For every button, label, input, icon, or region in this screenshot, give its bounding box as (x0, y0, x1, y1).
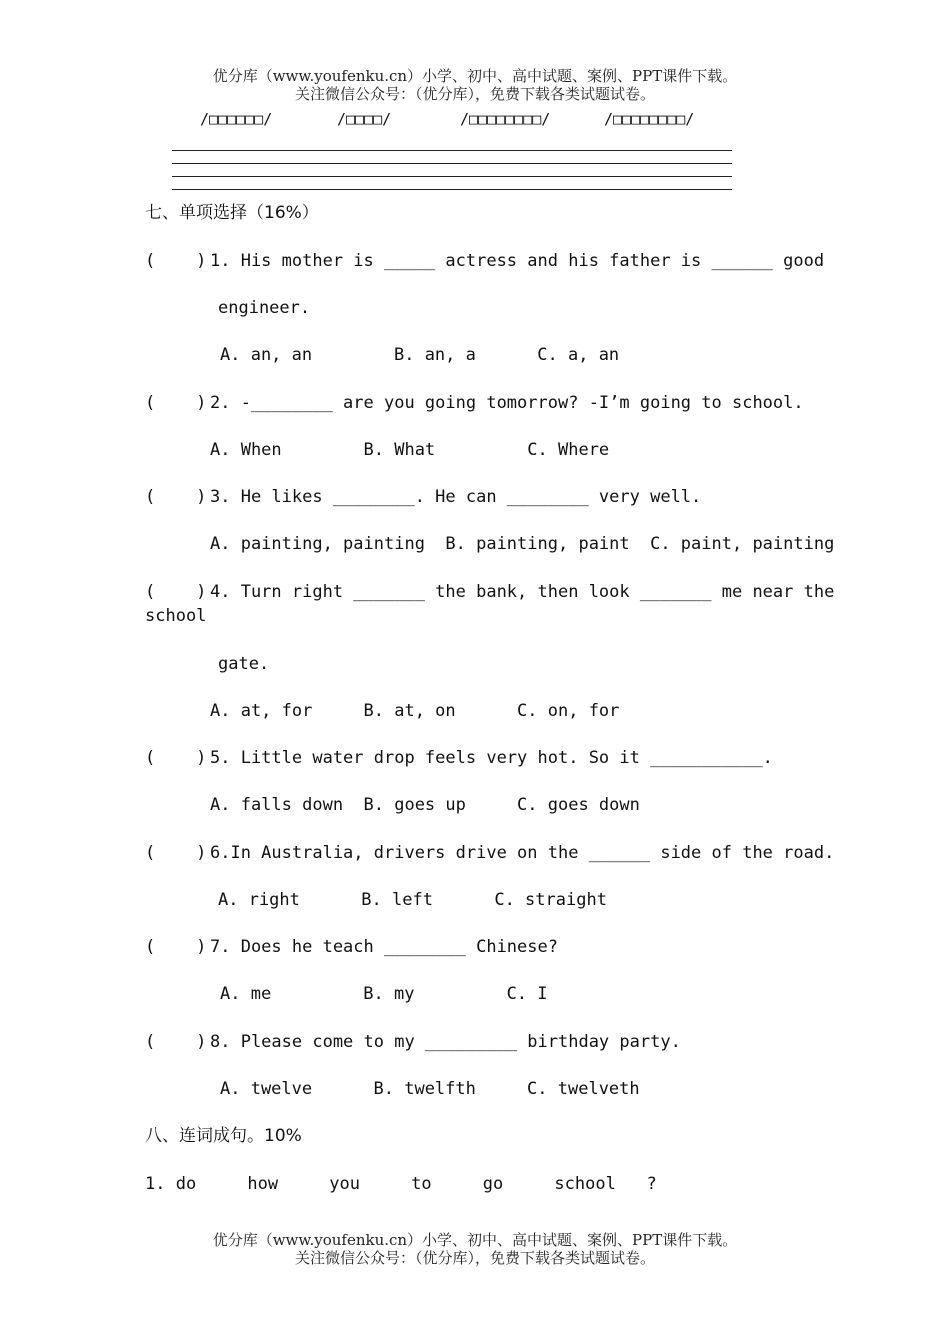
q1-answer-paren[interactable]: ( ) (145, 251, 207, 271)
q4-text: 4. Turn right _______ the bank, then look _______ me near the (210, 582, 835, 602)
q2-text: 2. -________ are you going tomorrow? -I’m going to school. (210, 393, 804, 413)
q7-text: 7. Does he teach ________ Chinese? (210, 937, 558, 957)
q3-options: A. painting, painting B. painting, paint C. paint, painting (210, 534, 835, 554)
q1-options: A. an, an B. an, a C. a, an (220, 345, 620, 365)
q7-options: A. me B. my C. I (220, 984, 548, 1004)
q5-options: A. falls down B. goes up C. goes down (210, 795, 640, 815)
q3-text: 3. He likes ________. He can ________ very well. (210, 487, 702, 507)
phonetic-3: /□□□□□□□□/ (460, 110, 551, 128)
q4-answer-paren[interactable]: ( ) (145, 582, 207, 602)
q4-text-cont: gate. (218, 654, 270, 674)
writing-line (172, 163, 732, 164)
section-8-title: 八、连词成句。10% (145, 1126, 302, 1146)
phonetic-2: /□□□□/ (337, 110, 392, 128)
q8-text: 8. Please come to my _________ birthday party. (210, 1032, 681, 1052)
footer-line-2: 关注微信公众号：（优分库），免费下载各类试题试卷。 (294, 1249, 655, 1267)
q7-answer-paren[interactable]: ( ) (145, 937, 207, 957)
q4-options: A. at, for B. at, on C. on, for (210, 701, 620, 721)
footer-line-1: 优分库（www.youfenku.cn）小学、初中、高中试题、案例、PPT课件下载。 (212, 1231, 738, 1249)
q5-text: 5. Little water drop feels very hot. So it ___________. (210, 748, 773, 768)
phonetic-1: /□□□□□□/ (200, 110, 273, 128)
section-7-title: 七、单项选择（16%） (145, 203, 319, 223)
q6-text: 6.In Australia, drivers drive on the ______ side of the road. (210, 843, 835, 863)
q4-text-wrap: school (145, 606, 207, 626)
q6-answer-paren[interactable]: ( ) (145, 843, 207, 863)
writing-line (172, 189, 732, 190)
q8-options: A. twelve B. twelfth C. twelveth (220, 1079, 640, 1099)
q2-answer-paren[interactable]: ( ) (145, 393, 207, 413)
q2-options: A. When B. What C. Where (210, 440, 610, 460)
q1-text: 1. His mother is _____ actress and his father is ______ good (210, 251, 825, 271)
q1-text-cont: engineer. (218, 298, 311, 318)
header-line-1: 优分库（www.youfenku.cn）小学、初中、高中试题、案例、PPT课件下载。 (212, 67, 738, 85)
writing-line (172, 150, 732, 151)
header-line-2: 关注微信公众号：（优分库），免费下载各类试题试卷。 (294, 85, 655, 103)
q5-answer-paren[interactable]: ( ) (145, 748, 207, 768)
q6-options: A. right B. left C. straight (218, 890, 607, 910)
q3-answer-paren[interactable]: ( ) (145, 487, 207, 507)
q8-answer-paren[interactable]: ( ) (145, 1032, 207, 1052)
s8-q1-words: 1. do how you to go school ? (145, 1174, 657, 1194)
writing-line (172, 176, 732, 177)
phonetic-4: /□□□□□□□□/ (604, 110, 695, 128)
